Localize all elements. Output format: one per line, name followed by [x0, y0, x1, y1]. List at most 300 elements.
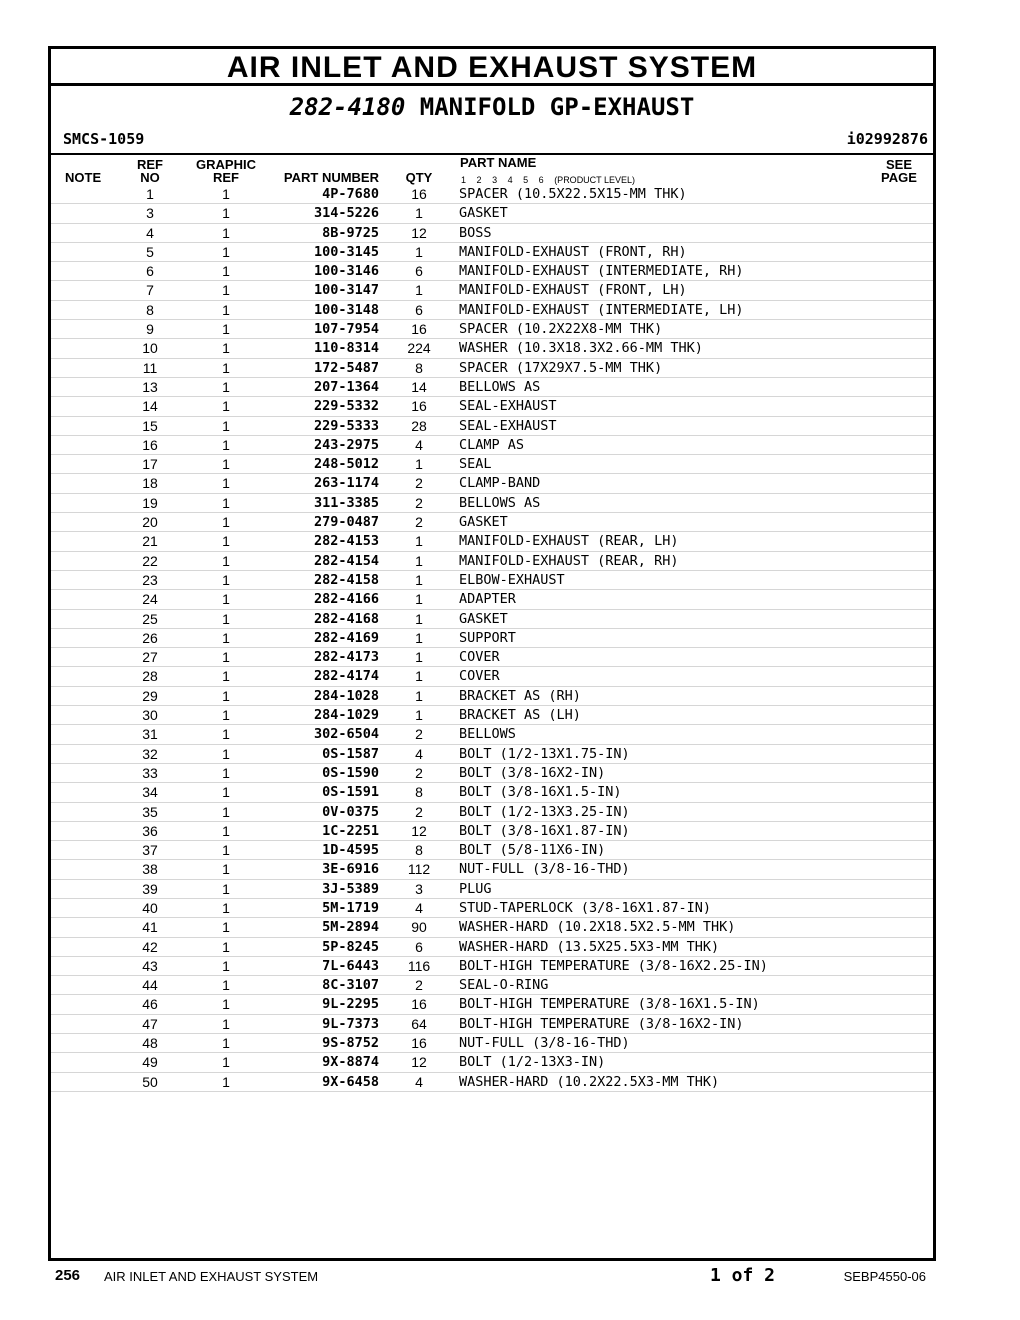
- graphic-ref: 1: [222, 764, 230, 781]
- group-heading: [51, 93, 933, 121]
- part-name: PLUG: [459, 880, 492, 897]
- table-row: [51, 532, 933, 551]
- quantity: 16: [411, 1035, 427, 1052]
- part-number: 172-5487: [313, 359, 379, 376]
- quantity: 16: [411, 398, 427, 415]
- ref-no: 18: [142, 475, 158, 492]
- graphic-ref: 1: [222, 1054, 230, 1071]
- quantity: 2: [415, 475, 423, 492]
- part-number: 263-1174: [313, 475, 379, 492]
- graphic-ref: 1: [222, 919, 230, 936]
- table-row: [51, 436, 933, 455]
- quantity: 1: [415, 552, 423, 569]
- graphic-ref: 1: [222, 456, 230, 473]
- quantity: 1: [415, 591, 423, 608]
- ref-no: 32: [142, 745, 158, 762]
- table-row: [51, 262, 933, 281]
- ref-no: 19: [142, 494, 158, 511]
- quantity: 4: [415, 899, 423, 916]
- part-number: 279-0487: [313, 514, 379, 531]
- part-name: SEAL-O-RING: [459, 977, 549, 994]
- part-name: BELLOWS AS: [459, 378, 541, 395]
- part-name: SEAL: [459, 456, 492, 473]
- ref-no: 40: [142, 899, 158, 916]
- quantity: 2: [415, 764, 423, 781]
- quantity: 12: [411, 822, 427, 839]
- part-number: 282-4168: [313, 610, 379, 627]
- part-number: 284-1029: [313, 707, 379, 724]
- part-number: 100-3148: [313, 301, 379, 318]
- part-number: 9S-8752: [322, 1035, 379, 1052]
- col-graphic-ref-line2: REF: [213, 170, 239, 185]
- ref-no: 36: [142, 822, 158, 839]
- part-number: 1C-2251: [322, 822, 379, 839]
- part-number: 207-1364: [313, 378, 379, 395]
- ref-no: 29: [142, 687, 158, 704]
- product-level-1: 1: [461, 175, 467, 185]
- part-name: BOLT (1/2-13X3-IN): [459, 1054, 606, 1071]
- part-number: 9L-7373: [322, 1015, 379, 1032]
- graphic-ref: 1: [222, 205, 230, 222]
- part-name: WASHER-HARD (10.2X18.5X2.5-MM THK): [459, 919, 736, 936]
- graphic-ref: 1: [222, 938, 230, 955]
- part-name: MANIFOLD-EXHAUST (REAR, RH): [459, 552, 679, 569]
- ref-no: 47: [142, 1015, 158, 1032]
- table-row: [51, 417, 933, 436]
- ref-no: 26: [142, 629, 158, 646]
- table-row: [51, 610, 933, 629]
- parts-list-frame: [48, 46, 936, 1261]
- graphic-ref: 1: [222, 996, 230, 1013]
- part-number: 282-4166: [313, 591, 379, 608]
- quantity: 1: [415, 533, 423, 550]
- part-number: 7L-6443: [322, 957, 379, 974]
- part-name: GASKET: [459, 205, 508, 222]
- page-number: 256: [55, 1267, 81, 1284]
- col-see-page-line1: SEE: [885, 157, 912, 172]
- ref-no: 9: [146, 321, 154, 338]
- table-row: [51, 378, 933, 397]
- graphic-ref: 1: [222, 436, 230, 453]
- part-number: 282-4153: [313, 533, 379, 550]
- part-number: 229-5333: [313, 417, 379, 434]
- quantity: 16: [411, 996, 427, 1013]
- quantity: 2: [415, 726, 423, 743]
- part-number: 243-2975: [313, 436, 379, 453]
- illustration-id: i02992876: [846, 130, 928, 148]
- part-name: BOLT (3/8-16X2-IN): [459, 764, 606, 781]
- ref-no: 22: [142, 552, 158, 569]
- ref-no: 1: [146, 186, 154, 202]
- part-name: BOLT-HIGH TEMPERATURE (3/8-16X1.5-IN): [459, 996, 760, 1013]
- ref-no: 35: [142, 803, 158, 820]
- part-name: SPACER (10.5X22.5X15-MM THK): [459, 186, 687, 202]
- part-number: 5M-2894: [322, 919, 379, 936]
- ref-no: 6: [146, 263, 154, 280]
- part-number: 8C-3107: [322, 977, 379, 994]
- ref-no: 3: [146, 205, 154, 222]
- part-number: 110-8314: [313, 340, 379, 357]
- section-title: AIR INLET AND EXHAUST SYSTEM: [51, 49, 933, 86]
- table-row: [51, 224, 933, 243]
- col-part-name: PART NAME: [460, 155, 537, 170]
- ref-no: 25: [142, 610, 158, 627]
- ref-no: 21: [142, 533, 158, 550]
- ref-no: 34: [142, 784, 158, 801]
- graphic-ref: 1: [222, 1015, 230, 1032]
- graphic-ref: 1: [222, 282, 230, 299]
- product-level-3: 3: [492, 175, 498, 185]
- ref-no: 8: [146, 301, 154, 318]
- parts-table: [51, 185, 933, 1092]
- quantity: 4: [415, 745, 423, 762]
- ref-no: 48: [142, 1035, 158, 1052]
- graphic-ref: 1: [222, 340, 230, 357]
- part-number: 1D-4595: [322, 842, 379, 859]
- part-name: BOLT-HIGH TEMPERATURE (3/8-16X2.25-IN): [459, 957, 768, 974]
- ref-no: 38: [142, 861, 158, 878]
- graphic-ref: 1: [222, 803, 230, 820]
- part-number: 314-5226: [313, 205, 379, 222]
- table-row: [51, 803, 933, 822]
- part-number: 9X-6458: [322, 1073, 379, 1090]
- ref-no: 44: [142, 977, 158, 994]
- ref-no: 24: [142, 591, 158, 608]
- graphic-ref: 1: [222, 726, 230, 743]
- quantity: 2: [415, 514, 423, 531]
- part-name: BOLT-HIGH TEMPERATURE (3/8-16X2-IN): [459, 1015, 744, 1032]
- ref-no: 33: [142, 764, 158, 781]
- part-name: MANIFOLD-EXHAUST (FRONT, LH): [459, 282, 687, 299]
- quantity: 112: [407, 861, 431, 878]
- quantity: 224: [407, 340, 431, 357]
- part-number: 0V-0375: [322, 803, 379, 820]
- part-name: SPACER (17X29X7.5-MM THK): [459, 359, 663, 376]
- graphic-ref: 1: [222, 494, 230, 511]
- quantity: 1: [415, 282, 423, 299]
- quantity: 4: [415, 1073, 423, 1090]
- part-name: BOLT (1/2-13X1.75-IN): [459, 745, 630, 762]
- part-number: 0S-1590: [322, 764, 379, 781]
- quantity: 3: [415, 880, 423, 897]
- table-row: [51, 995, 933, 1014]
- part-number: 0S-1587: [322, 745, 379, 762]
- table-row: [51, 918, 933, 937]
- quantity: 64: [411, 1015, 427, 1032]
- part-name: BRACKET AS (RH): [459, 687, 581, 704]
- ref-no: 16: [142, 436, 158, 453]
- table-row: [51, 667, 933, 686]
- table-row: [51, 474, 933, 493]
- table-row: [51, 1073, 933, 1092]
- part-number: 282-4169: [313, 629, 379, 646]
- graphic-ref: 1: [222, 243, 230, 260]
- quantity: 8: [415, 842, 423, 859]
- table-row: [51, 899, 933, 918]
- graphic-ref: 1: [222, 224, 230, 241]
- ref-no: 42: [142, 938, 158, 955]
- part-number: 107-7954: [313, 321, 379, 338]
- graphic-ref: 1: [222, 514, 230, 531]
- ref-no: 37: [142, 842, 158, 859]
- col-graphic-ref-line1: GRAPHIC: [196, 157, 256, 172]
- table-row: [51, 764, 933, 783]
- quantity: 1: [415, 456, 423, 473]
- graphic-ref: 1: [222, 321, 230, 338]
- product-level-2: 2: [476, 175, 482, 185]
- table-row: [51, 320, 933, 339]
- quantity: 2: [415, 803, 423, 820]
- part-number: 8B-9725: [322, 224, 379, 241]
- col-graphic-ref: [186, 158, 266, 184]
- graphic-ref: 1: [222, 359, 230, 376]
- graphic-ref: 1: [222, 1035, 230, 1052]
- part-name: COVER: [459, 668, 500, 685]
- ref-no: 10: [142, 340, 158, 357]
- ref-no: 20: [142, 514, 158, 531]
- ref-no: 27: [142, 649, 158, 666]
- part-number: 311-3385: [313, 494, 379, 511]
- table-row: [51, 880, 933, 899]
- part-name: MANIFOLD-EXHAUST (FRONT, RH): [459, 243, 687, 260]
- graphic-ref: 1: [222, 668, 230, 685]
- table-row: [51, 1053, 933, 1072]
- sheet-indicator: 1 of 2: [710, 1265, 776, 1286]
- table-row: [51, 571, 933, 590]
- part-name: GASKET: [459, 610, 508, 627]
- part-number: 302-6504: [313, 726, 379, 743]
- part-number: 0S-1591: [322, 784, 379, 801]
- ref-no: 14: [142, 398, 158, 415]
- ref-no: 41: [142, 919, 158, 936]
- part-name: CLAMP AS: [459, 436, 525, 453]
- table-row: [51, 339, 933, 358]
- table-row: [51, 706, 933, 725]
- table-row: [51, 1015, 933, 1034]
- part-number: 3J-5389: [322, 880, 379, 897]
- part-name: WASHER-HARD (10.2X22.5X3-MM THK): [459, 1073, 720, 1090]
- product-level-label: (PRODUCT LEVEL): [554, 175, 636, 185]
- table-row: [51, 281, 933, 300]
- graphic-ref: 1: [222, 822, 230, 839]
- graphic-ref: 1: [222, 707, 230, 724]
- product-levels: [461, 175, 643, 185]
- table-row: [51, 725, 933, 744]
- quantity: 8: [415, 359, 423, 376]
- part-name: ADAPTER: [459, 591, 516, 608]
- table-row: [51, 301, 933, 320]
- graphic-ref: 1: [222, 880, 230, 897]
- graphic-ref: 1: [222, 649, 230, 666]
- quantity: 116: [407, 957, 431, 974]
- table-row: [51, 359, 933, 378]
- graphic-ref: 1: [222, 861, 230, 878]
- graphic-ref: 1: [222, 842, 230, 859]
- table-row: [51, 552, 933, 571]
- part-number: 9X-8874: [322, 1054, 379, 1071]
- quantity: 1: [415, 707, 423, 724]
- col-ref-no-line2: NO: [140, 170, 160, 185]
- part-name: WASHER-HARD (13.5X25.5X3-MM THK): [459, 938, 720, 955]
- quantity: 1: [415, 205, 423, 222]
- ref-no: 4: [146, 224, 154, 241]
- part-name: ELBOW-EXHAUST: [459, 571, 565, 588]
- table-row: [51, 494, 933, 513]
- quantity: 16: [411, 321, 427, 338]
- part-name: MANIFOLD-EXHAUST (REAR, LH): [459, 533, 679, 550]
- product-level-6: 6: [538, 175, 544, 185]
- ref-no: 23: [142, 571, 158, 588]
- part-number: 9L-2295: [322, 996, 379, 1013]
- graphic-ref: 1: [222, 1073, 230, 1090]
- table-row: [51, 745, 933, 764]
- ref-no: 13: [142, 378, 158, 395]
- part-name: SEAL-EXHAUST: [459, 398, 557, 415]
- table-row: [51, 1034, 933, 1053]
- ref-no: 31: [142, 726, 158, 743]
- part-number: 282-4173: [313, 649, 379, 666]
- part-number: 100-3145: [313, 243, 379, 260]
- col-ref-no: [121, 158, 179, 184]
- table-row: [51, 513, 933, 532]
- table-row: [51, 185, 933, 204]
- graphic-ref: 1: [222, 610, 230, 627]
- table-row: [51, 976, 933, 995]
- ref-no: 39: [142, 880, 158, 897]
- col-qty: QTY: [405, 170, 433, 185]
- product-level-4: 4: [507, 175, 513, 185]
- part-number: 248-5012: [313, 456, 379, 473]
- part-name: NUT-FULL (3/8-16-THD): [459, 861, 630, 878]
- graphic-ref: 1: [222, 977, 230, 994]
- document-id: SEBP4550-06: [843, 1269, 926, 1284]
- graphic-ref: 1: [222, 533, 230, 550]
- part-name: BOLT (3/8-16X1.5-IN): [459, 784, 622, 801]
- part-number: 100-3146: [313, 263, 379, 280]
- part-name: COVER: [459, 649, 500, 666]
- graphic-ref: 1: [222, 552, 230, 569]
- quantity: 1: [415, 243, 423, 260]
- part-number: 4P-7680: [322, 186, 379, 202]
- part-name: NUT-FULL (3/8-16-THD): [459, 1035, 630, 1052]
- table-row: [51, 783, 933, 802]
- quantity: 2: [415, 494, 423, 511]
- table-row: [51, 397, 933, 416]
- part-name: WASHER (10.3X18.3X2.66-MM THK): [459, 340, 703, 357]
- ref-no: 5: [146, 243, 154, 260]
- quantity: 1: [415, 629, 423, 646]
- quantity: 28: [411, 417, 427, 434]
- col-see-page: [871, 158, 927, 184]
- col-part-number: PART NUMBER: [283, 170, 379, 185]
- graphic-ref: 1: [222, 745, 230, 762]
- table-row: [51, 687, 933, 706]
- part-name: BELLOWS: [459, 726, 516, 743]
- part-name: BELLOWS AS: [459, 494, 541, 511]
- graphic-ref: 1: [222, 957, 230, 974]
- graphic-ref: 1: [222, 475, 230, 492]
- table-row: [51, 455, 933, 474]
- part-number: 284-1028: [313, 687, 379, 704]
- graphic-ref: 1: [222, 378, 230, 395]
- part-number: 282-4174: [313, 668, 379, 685]
- part-name: SEAL-EXHAUST: [459, 417, 557, 434]
- part-number: 5M-1719: [322, 899, 379, 916]
- quantity: 1: [415, 610, 423, 627]
- quantity: 2: [415, 977, 423, 994]
- graphic-ref: 1: [222, 571, 230, 588]
- footer-section: AIR INLET AND EXHAUST SYSTEM: [104, 1269, 319, 1284]
- quantity: 6: [415, 938, 423, 955]
- ref-no: 30: [142, 707, 158, 724]
- graphic-ref: 1: [222, 687, 230, 704]
- graphic-ref: 1: [222, 263, 230, 280]
- quantity: 6: [415, 301, 423, 318]
- ref-no: 17: [142, 456, 158, 473]
- graphic-ref: 1: [222, 591, 230, 608]
- quantity: 16: [411, 186, 427, 202]
- ref-no: 11: [142, 359, 158, 376]
- col-see-page-line2: PAGE: [881, 170, 917, 185]
- ref-no: 43: [142, 957, 158, 974]
- smcs-code: SMCS-1059: [63, 130, 145, 148]
- part-name: CLAMP-BAND: [459, 475, 541, 492]
- table-row: [51, 957, 933, 976]
- quantity: 6: [415, 263, 423, 280]
- ref-no: 15: [142, 417, 158, 434]
- part-name: BOLT (5/8-11X6-IN): [459, 842, 606, 859]
- ref-no: 28: [142, 668, 158, 685]
- part-name: BOLT (1/2-13X3.25-IN): [459, 803, 630, 820]
- graphic-ref: 1: [222, 301, 230, 318]
- part-name: BOSS: [459, 224, 492, 241]
- part-number: 3E-6916: [322, 861, 379, 878]
- ref-no: 50: [142, 1073, 158, 1090]
- part-name: STUD-TAPERLOCK (3/8-16X1.87-IN): [459, 899, 711, 916]
- quantity: 8: [415, 784, 423, 801]
- ref-no: 49: [142, 1054, 158, 1071]
- part-number: 282-4154: [313, 552, 379, 569]
- part-number: 282-4158: [313, 571, 379, 588]
- quantity: 4: [415, 436, 423, 453]
- part-name: GASKET: [459, 514, 508, 531]
- part-name: SPACER (10.2X22X8-MM THK): [459, 321, 663, 338]
- quantity: 12: [411, 1054, 427, 1071]
- table-row: [51, 648, 933, 667]
- table-row: [51, 204, 933, 223]
- quantity: 1: [415, 649, 423, 666]
- ref-no: 7: [146, 282, 154, 299]
- quantity: 14: [411, 378, 427, 395]
- col-note: NOTE: [65, 170, 102, 185]
- table-row: [51, 860, 933, 879]
- quantity: 12: [411, 224, 427, 241]
- graphic-ref: 1: [222, 398, 230, 415]
- product-level-5: 5: [523, 175, 529, 185]
- part-name: SUPPORT: [459, 629, 516, 646]
- graphic-ref: 1: [222, 417, 230, 434]
- table-row: [51, 243, 933, 262]
- part-number: 5P-8245: [322, 938, 379, 955]
- part-name: MANIFOLD-EXHAUST (INTERMEDIATE, LH): [459, 301, 744, 318]
- graphic-ref: 1: [222, 899, 230, 916]
- quantity: 1: [415, 668, 423, 685]
- graphic-ref: 1: [222, 629, 230, 646]
- part-number: 229-5332: [313, 398, 379, 415]
- part-number: 100-3147: [313, 282, 379, 299]
- group-part-number: 282-4180: [289, 93, 406, 121]
- graphic-ref: 1: [222, 186, 230, 202]
